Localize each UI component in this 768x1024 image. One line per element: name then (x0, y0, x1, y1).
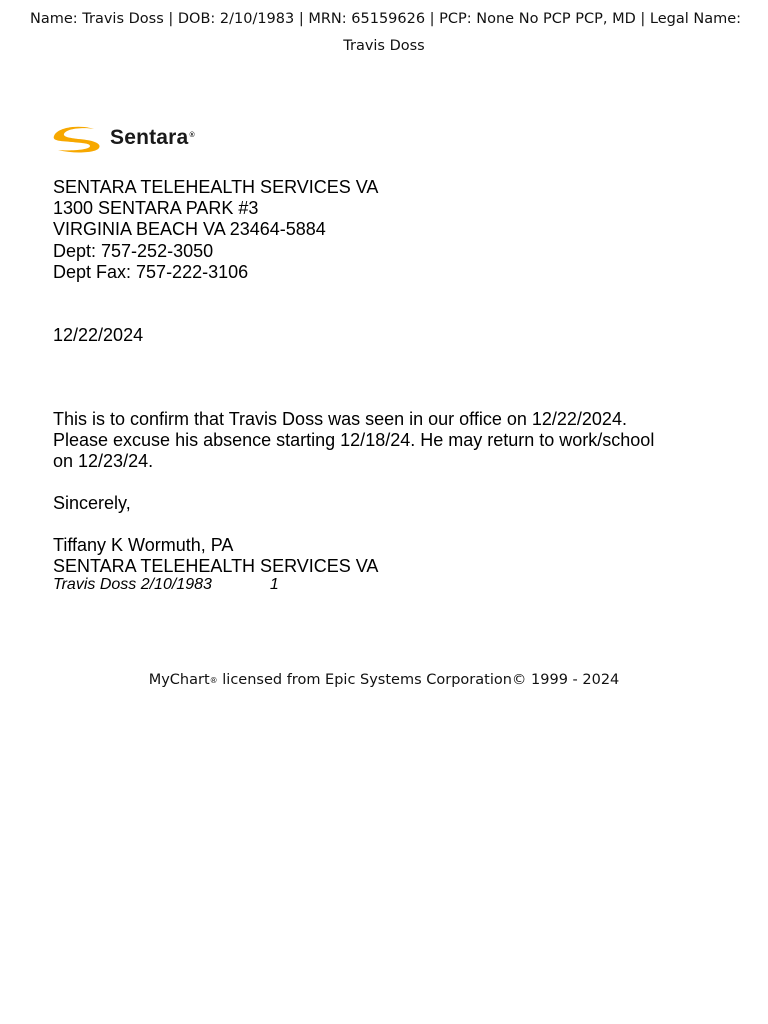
sentara-logo (52, 124, 195, 154)
clinic-city-state-zip: VIRGINIA BEACH VA 23464-5884 (53, 219, 326, 239)
letter-date: 12/22/2024 (53, 325, 144, 345)
clinic-dept-fax: Dept Fax: 757-222-3106 (53, 262, 249, 282)
signer-name: Tiffany K Wormuth, PA (53, 535, 234, 555)
mychart-registered-mark: ® (209, 676, 218, 685)
patient-header-line-2: Travis Doss (343, 38, 425, 54)
letter-body-line-1: This is to confirm that Travis Doss was seen in our office on 12/22/2024. (53, 409, 627, 429)
letter-body-line-3: on 12/23/24. (53, 451, 154, 471)
mychart-license-footer (0, 668, 768, 692)
sentara-swoosh-icon (52, 124, 102, 154)
letter-body-line-2: Please excuse his absence starting 12/18/24. He may return to work/school (53, 430, 655, 450)
mychart-license-text: licensed from Epic Systems Corporation© 1999 - 2024 (217, 672, 620, 688)
page-footer (53, 575, 279, 595)
patient-header-line-1: Name: Travis Doss | DOB: 2/10/1983 | MRN: 65159626 | PCP: None No PCP PCP, MD | Legal Name: (30, 11, 742, 27)
clinic-dept-phone: Dept: 757-252-3050 (53, 241, 214, 261)
clinic-name: SENTARA TELEHEALTH SERVICES VA (53, 177, 379, 197)
sentara-brand-text: Sentara® (110, 126, 195, 149)
page-number: 1 (269, 576, 279, 593)
clinic-street: 1300 SENTARA PARK #3 (53, 198, 259, 218)
letter-closing: Sincerely, (53, 493, 131, 513)
signer-organization: SENTARA TELEHEALTH SERVICES VA (53, 556, 379, 576)
registered-mark: ® (189, 132, 195, 139)
page-footer-patient-ref: Travis Doss 2/10/1983 (53, 576, 212, 593)
mychart-brand: MyChart (148, 672, 210, 688)
